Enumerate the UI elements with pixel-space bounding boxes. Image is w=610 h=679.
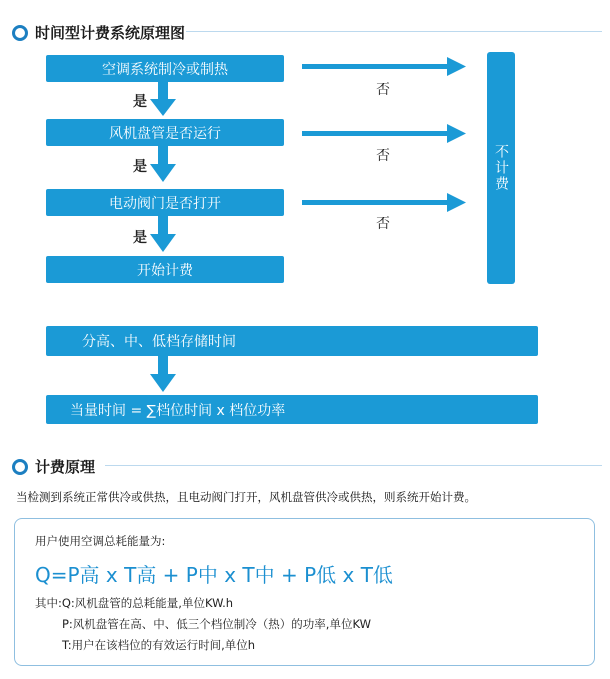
formula-intro: 用户使用空调总耗能量为: xyxy=(35,534,166,548)
section-title-text: 时间型计费系统原理图 xyxy=(35,24,186,42)
step-start-billing xyxy=(46,256,284,283)
step-fan-coil-running-label: 风机盘管是否运行 xyxy=(109,125,221,142)
right-arrow-1 xyxy=(302,57,466,76)
not-billed-label: 不计费 xyxy=(493,144,509,192)
principle-text: 当检测到系统正常供冷或供热，且电动阀门打开，风机盘管供冷或供热，则系统开始计费。 xyxy=(16,490,476,504)
formula-equation: Q=P高 x T高 + P中 x T中 + P低 x T低 xyxy=(35,563,393,587)
yes-label-1: 是 xyxy=(133,94,147,110)
step-valve-open-label: 电动阀门是否打开 xyxy=(109,195,221,212)
down-arrow-1 xyxy=(150,81,176,116)
step-valve-open xyxy=(46,189,284,216)
down-arrow-3 xyxy=(150,215,176,252)
step-fan-coil-running xyxy=(46,119,284,146)
no-label-3: 否 xyxy=(376,216,390,232)
step-cooling-heating xyxy=(46,55,284,82)
right-arrow-3 xyxy=(302,193,466,212)
formula-where-q: 其中:Q:风机盘管的总耗能量,单位KW.h xyxy=(35,596,234,610)
circle-bullet-icon xyxy=(12,459,28,475)
formula-where-p: P:风机盘管在高、中、低三个档位制冷（热）的功率,单位KW xyxy=(62,617,371,631)
formula-panel xyxy=(14,518,595,666)
no-label-2: 否 xyxy=(376,148,390,164)
step-start-billing-label: 开始计费 xyxy=(137,262,193,279)
right-arrow-2 xyxy=(302,124,466,143)
equivalent-time xyxy=(46,395,538,424)
store-time-by-level-label: 分高、中、低档存储时间 xyxy=(82,334,236,350)
section-divider xyxy=(105,465,602,466)
section-title-principle xyxy=(12,456,95,477)
store-time-by-level xyxy=(46,326,538,356)
equivalent-time-label: 当量时间 = ∑档位时间 x 档位功率 xyxy=(70,402,286,419)
yes-label-3: 是 xyxy=(133,230,147,246)
down-arrow-4 xyxy=(150,356,176,392)
section-title-text: 计费原理 xyxy=(35,458,96,476)
yes-label-2: 是 xyxy=(133,159,147,175)
not-billed-box xyxy=(487,52,515,284)
step-cooling-heating-label: 空调系统制冷或制热 xyxy=(102,61,228,78)
formula-where-t: T:用户在该档位的有效运行时间,单位h xyxy=(62,638,256,652)
down-arrow-2 xyxy=(150,145,176,182)
no-label-1: 否 xyxy=(376,82,390,98)
